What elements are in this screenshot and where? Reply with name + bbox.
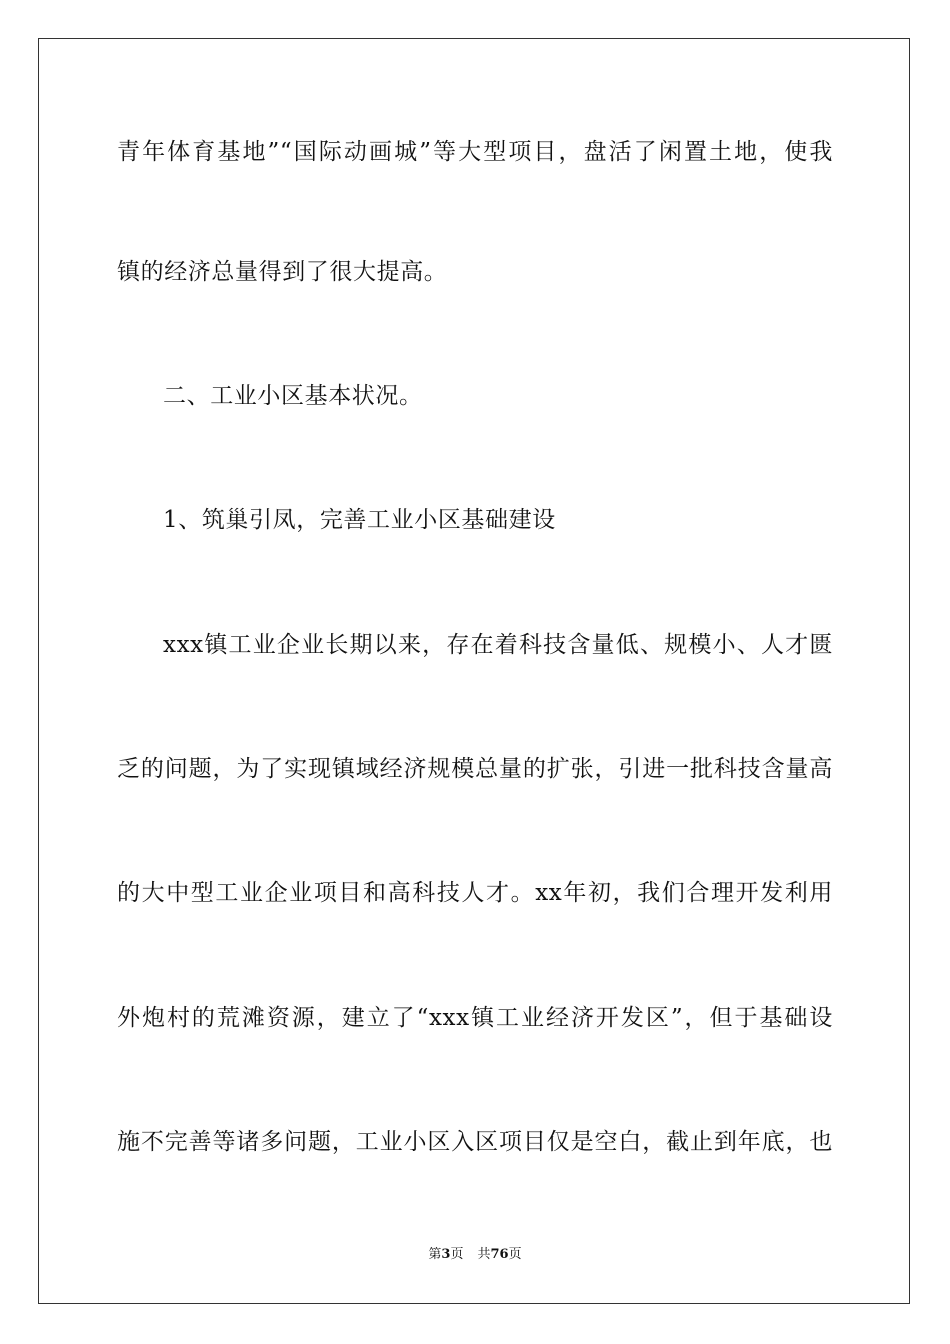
page-suffix: 页 xyxy=(450,1247,464,1262)
text-line-5: xxx镇工业企业长期以来，存在着科技含量低、规模小、人才匮 xyxy=(163,632,833,658)
total-suffix: 页 xyxy=(508,1247,522,1262)
page-prefix: 第 xyxy=(428,1247,442,1262)
subsection-heading: 1、筑巢引凤，完善工业小区基础建设 xyxy=(163,507,556,533)
text-line-6: 乏的问题，为了实现镇域经济规模总量的扩张，引进一批科技含量高 xyxy=(117,756,833,782)
text-line-2: 镇的经济总量得到了很大提高。 xyxy=(117,259,448,285)
total-prefix: 共 xyxy=(477,1247,491,1262)
text-line-1: 青年体育基地”“国际动画城”等大型项目，盘活了闲置土地，使我 xyxy=(117,139,833,165)
page-footer xyxy=(0,1247,950,1263)
page-number: 3 xyxy=(441,1247,451,1262)
text-line-8: 外炮村的荒滩资源，建立了“xxx镇工业经济开发区”，但于基础设 xyxy=(117,1005,833,1031)
section-heading: 二、工业小区基本状况。 xyxy=(163,383,423,409)
total-pages: 76 xyxy=(490,1247,509,1262)
text-line-9: 施不完善等诸多问题，工业小区入区项目仅是空白，截止到年底，也 xyxy=(117,1129,833,1155)
text-line-7: 的大中型工业企业项目和高科技人才。xx年初，我们合理开发利用 xyxy=(117,880,833,906)
page-border xyxy=(38,38,910,1304)
